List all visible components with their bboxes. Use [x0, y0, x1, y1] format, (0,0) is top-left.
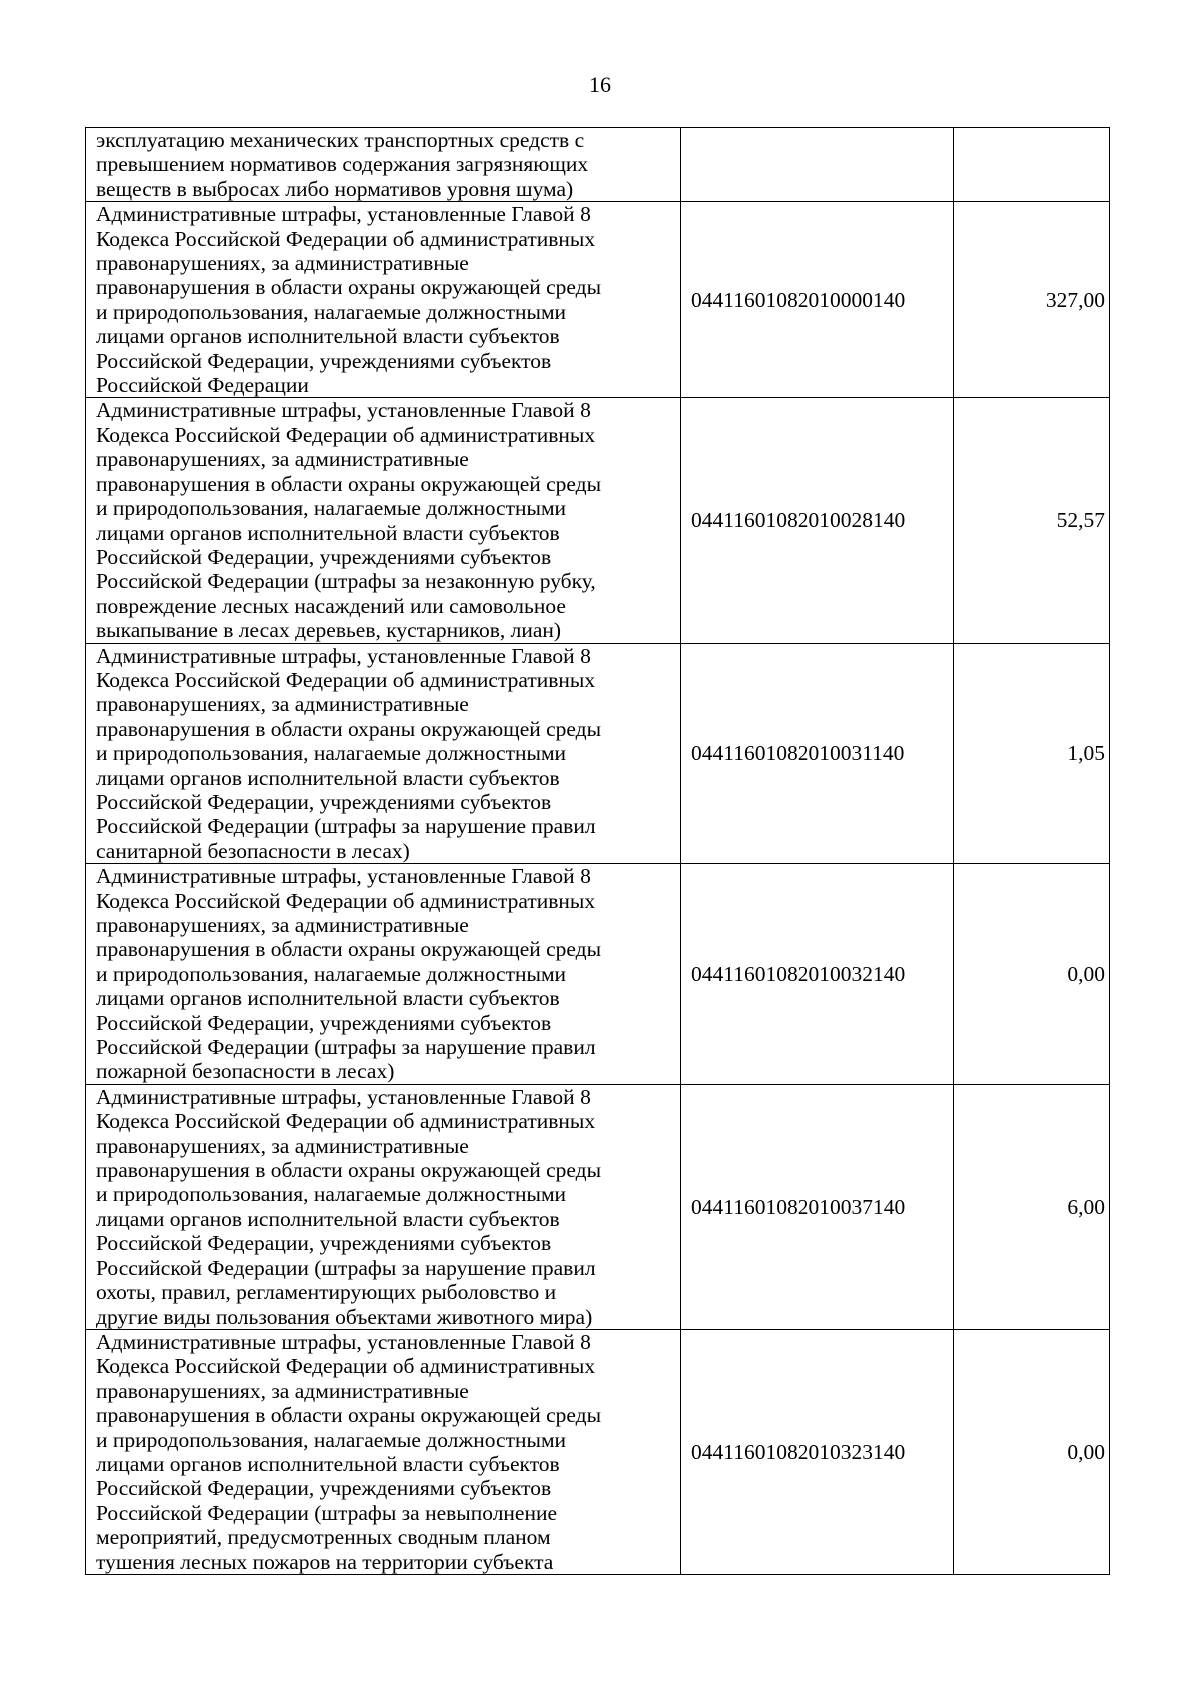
row-name-cell: Административные штрафы, установленные Главой 8 Кодекса Российской Федерации об административных правонарушениях, за административные правонарушения в области охраны окружающей среды и природопользования, налагаемые должностными лицами органов исполнительной власти субъектов Российской Федерации, учреждениями субъектов Российской Федерации (штрафы за невыполнение мероприятий, предусмотренных сводным планом тушения лесных пожаров на территории субъекта: [86, 1329, 681, 1574]
table-row: [86, 128, 1110, 202]
row-code-cell: 04411601082010031140: [681, 643, 954, 864]
row-value-cell: 1,05: [954, 643, 1110, 864]
row-code-cell: 04411601082010037140: [681, 1084, 954, 1329]
table-row: [86, 398, 1110, 643]
row-name-cell: Административные штрафы, установленные Главой 8 Кодекса Российской Федерации об административных правонарушениях, за административные правонарушения в области охраны окружающей среды и природопользования, налагаемые должностными лицами органов исполнительной власти субъектов Российской Федерации, учреждениями субъектов Российской Федерации (штрафы за нарушение правил охоты, правил, регламентирующих рыболовство и другие виды пользования объектами животного мира): [86, 1084, 681, 1329]
revenue-table: [85, 127, 1110, 1575]
row-code-cell: 04411601082010000140: [681, 202, 954, 398]
row-value-cell: 52,57: [954, 398, 1110, 643]
table-row: [86, 202, 1110, 398]
row-code-cell: [681, 128, 954, 202]
row-value-cell: 0,00: [954, 1329, 1110, 1574]
page-number: 16: [589, 72, 611, 97]
table-row: [86, 1084, 1110, 1329]
row-code-cell: 04411601082010323140: [681, 1329, 954, 1574]
row-name-cell: Административные штрафы, установленные Главой 8 Кодекса Российской Федерации об административных правонарушениях, за административные правонарушения в области охраны окружающей среды и природопользования, налагаемые должностными лицами органов исполнительной власти субъектов Российской Федерации, учреждениями субъектов Российской Федерации (штрафы за нарушение правил пожарной безопасности в лесах): [86, 864, 681, 1085]
row-name-cell: Административные штрафы, установленные Главой 8 Кодекса Российской Федерации об административных правонарушениях, за административные правонарушения в области охраны окружающей среды и природопользования, налагаемые должностными лицами органов исполнительной власти субъектов Российской Федерации, учреждениями субъектов Российской Федерации: [86, 202, 681, 398]
row-code-cell: 04411601082010028140: [681, 398, 954, 643]
row-value-cell: 0,00: [954, 864, 1110, 1085]
row-value-cell: 327,00: [954, 202, 1110, 398]
row-name-cell: эксплуатацию механических транспортных средств с превышением нормативов содержания загрязняющих веществ в выбросах либо нормативов уровня шума): [86, 128, 681, 202]
row-value-cell: 6,00: [954, 1084, 1110, 1329]
row-value-cell: [954, 128, 1110, 202]
table-row: [86, 864, 1110, 1085]
row-code-cell: 04411601082010032140: [681, 864, 954, 1085]
row-name-cell: Административные штрафы, установленные Главой 8 Кодекса Российской Федерации об административных правонарушениях, за административные правонарушения в области охраны окружающей среды и природопользования, налагаемые должностными лицами органов исполнительной власти субъектов Российской Федерации, учреждениями субъектов Российской Федерации (штрафы за нарушение правил санитарной безопасности в лесах): [86, 643, 681, 864]
table-row: [86, 643, 1110, 864]
row-name-cell: Административные штрафы, установленные Главой 8 Кодекса Российской Федерации об административных правонарушениях, за административные правонарушения в области охраны окружающей среды и природопользования, налагаемые должностными лицами органов исполнительной власти субъектов Российской Федерации, учреждениями субъектов Российской Федерации (штрафы за незаконную рубку, повреждение лесных насаждений или самовольное выкапывание в лесах деревьев, кустарников, лиан): [86, 398, 681, 643]
table-row: [86, 1329, 1110, 1574]
